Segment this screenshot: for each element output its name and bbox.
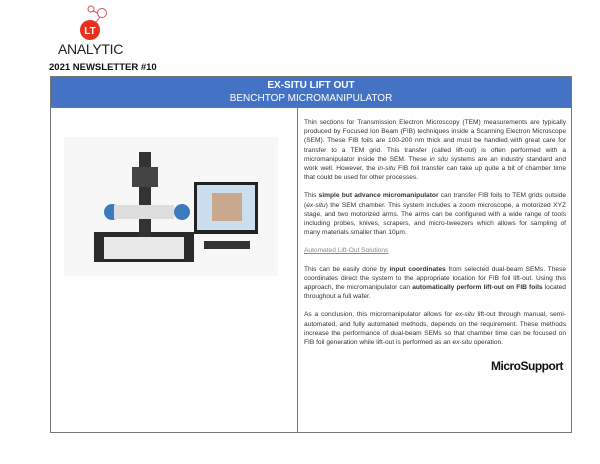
text-segment: ) the SEM chamber. This system includes a zoom microscope, a motorized XYZ stage, and two motorized arms. The arms can be configured with a wide range of tools including probes, knives, scrapers, and micro-tweezers which allows for sampling of many materials smaller than 10µm. [304, 201, 566, 237]
subheading-automated-lift-out: Automated Lift-Out Solutions [304, 247, 389, 255]
text-segment: from selected dual-beam SEMs. These coordinates direct the system to the appropriate location for FIB foil lift-out. Using this approach, the micromanipulator can [304, 265, 567, 292]
text-segment: input coordinates [389, 265, 446, 273]
article-table [50, 76, 572, 433]
image-cell [51, 108, 298, 432]
text-segment: This can be easily done by [304, 265, 390, 273]
newsletter-label: 2021 NEWSLETTER #10 [49, 62, 157, 73]
lt-analytic-logo [56, 4, 136, 42]
text-segment: in-situ [377, 165, 396, 173]
text-segment: Thin sections for Transmission Electron Microscopy (TEM) measurements are typically produced by Focused Ion Beam (FIB) techniques inside a Scanning Electron Microscope (SEM). These FIB foils are 100-200 nm thick and must be handled with great care for transfer to a TEM grid. This transfer (called lift-out) is often performed with a micromanipulator inside the SEM. These [304, 119, 566, 163]
text-cell [298, 108, 571, 432]
text-segment: in situ [429, 155, 448, 163]
text-segment: can transfer FIB foils to TEM grids outside ( [304, 192, 566, 209]
text-segment: located throughout a full wafer. [304, 284, 566, 301]
text-segment: ex-situ [452, 339, 472, 347]
article-subtitle: BENCHTOP MICROMANIPULATOR [229, 93, 393, 104]
microsupport-logo: MicroSupport [491, 359, 563, 374]
article-header [51, 77, 571, 108]
paragraph [304, 191, 566, 237]
micromanipulator-photo [64, 137, 278, 276]
logo-name: ANALYTIC [58, 41, 124, 57]
text-segment: As a conclusion, this micromanipulator allows for [304, 311, 456, 319]
text-segment: operation. [471, 339, 504, 347]
text-segment: FIB foil transfer can take up quite a bit of chamber time that could be used for other processes. [304, 165, 566, 182]
article-body [51, 108, 571, 432]
article-title: EX-SITU LIFT OUT [267, 80, 355, 91]
text-segment: This [304, 192, 319, 200]
paragraph [304, 310, 566, 347]
text-segment: automatically perform lift-out on FIB foils [412, 284, 543, 292]
text-segment: lift-out through manual, semi-automated, and fully automated methods, depends on the requirement. These methods increase the performance of dual-beam SEMs so that chamber time can be focused on FIB foil generation while lift-out is performed as an [304, 311, 566, 347]
text-segment: systems are an industry standard and work well. However, the [304, 155, 566, 173]
paragraph [304, 265, 566, 302]
paragraph [304, 118, 566, 182]
text-segment: ex-situ [455, 311, 475, 319]
text-segment: ex-situ [306, 201, 326, 209]
svg-text:LT: LT [84, 26, 96, 37]
text-segment: simple but advance micromanipulator [318, 192, 439, 200]
